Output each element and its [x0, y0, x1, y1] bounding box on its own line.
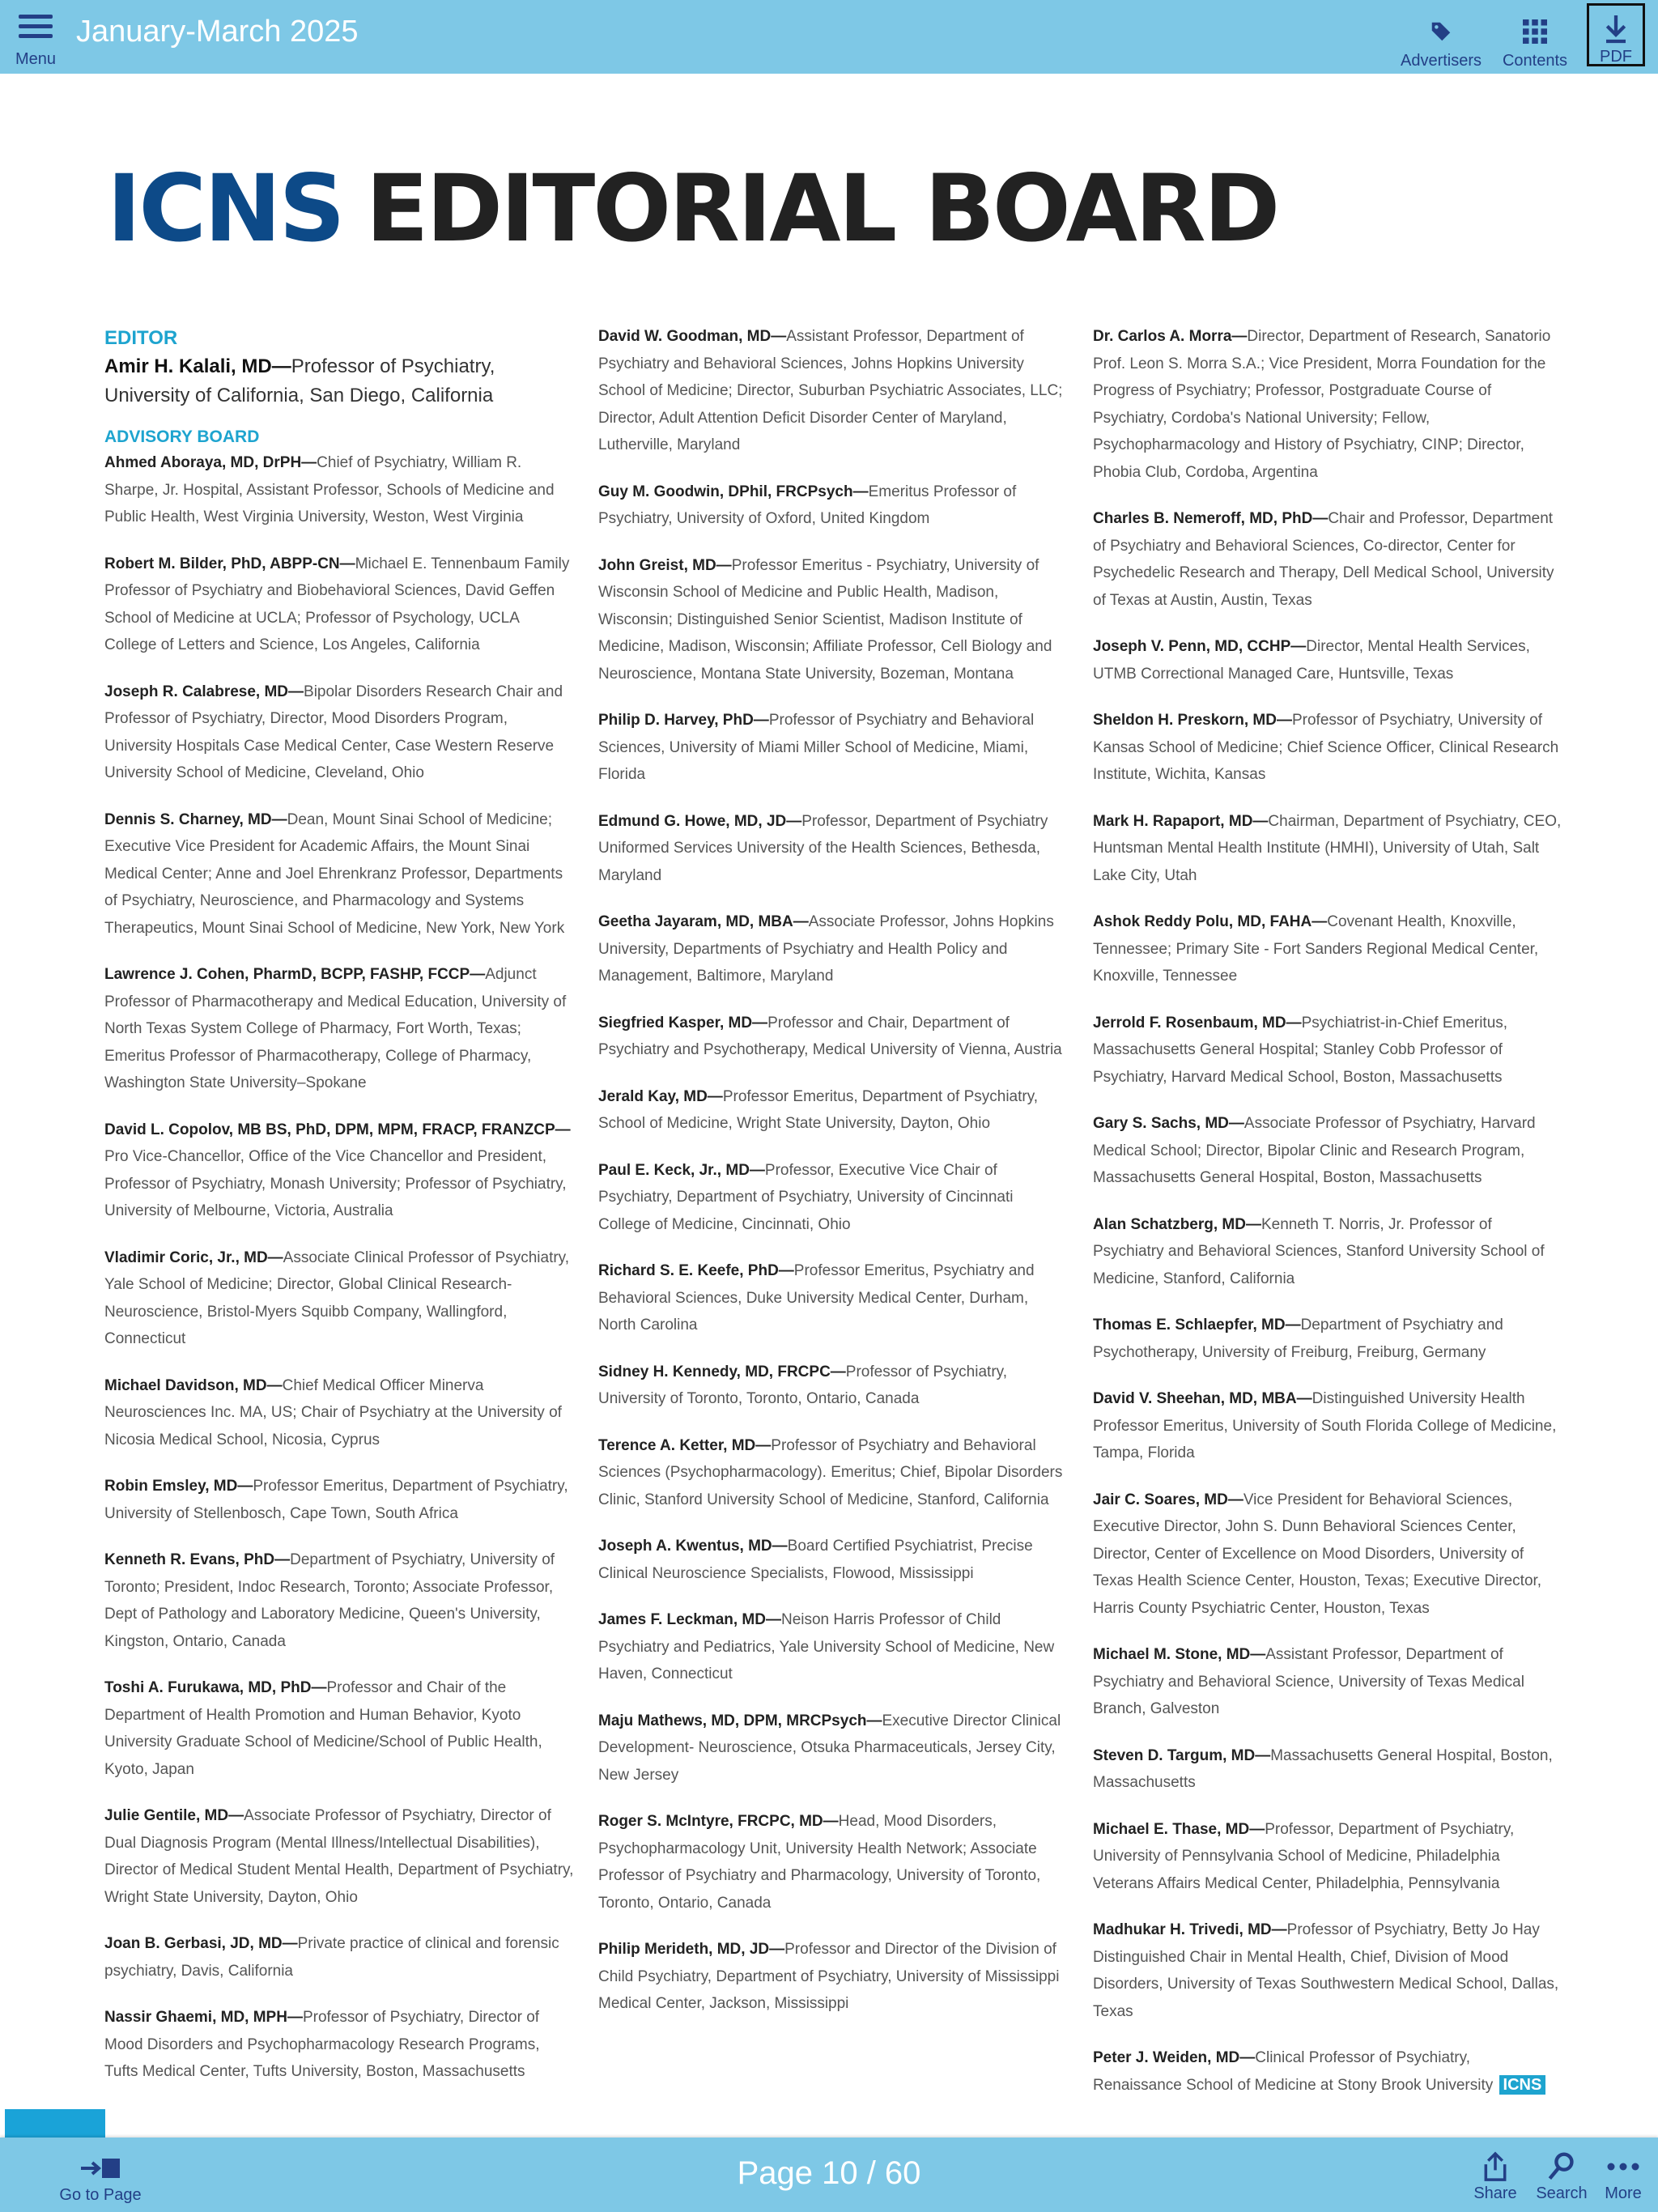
board-member-entry	[598, 1432, 1068, 1514]
board-member-entry	[1093, 1916, 1562, 2025]
member-affiliation: Professor, Department of Psychiatry Uniformed Services University of the Health Sciences, Bethesda, Maryland	[598, 812, 1048, 884]
grid-icon	[1498, 11, 1572, 52]
member-affiliation: Executive Director Clinical Development- Neuroscience, Otsuka Pharmaceuticals, Jersey City, New Jersey	[598, 1712, 1061, 1784]
board-member-entry	[104, 1674, 574, 1783]
member-affiliation: Professor of Psychiatry and Behavioral Sciences (Psychopharmacology). Emeritus; Chief, Bipolar Disorders Clinic, Stanford University School of Medicine, Stanford, California	[598, 1436, 1063, 1508]
download-icon	[1589, 6, 1643, 48]
member-name: Lawrence J. Cohen, PharmD, BCPP, FASHP, FCCP—	[104, 966, 486, 983]
share-icon	[1467, 2149, 1524, 2184]
board-member-entry	[598, 1359, 1068, 1413]
member-affiliation: Vice President for Behavioral Sciences, Executive Director, John S. Dunn Behavioral Sciences Center, Director, Center of Excellence on Mood Disorders, University of Texas Health Science Center, Houston, Texas; Executive Director, Harris County Psychiatric Center, Houston, Texas	[1093, 1491, 1542, 1617]
member-name: Philip Merideth, MD, JD—	[598, 1941, 785, 1958]
member-affiliation: Emeritus Professor of Psychiatry, University of Oxford, United Kingdom	[598, 483, 1017, 527]
member-name: Jair C. Soares, MD—	[1093, 1491, 1244, 1508]
member-affiliation: Professor of Psychiatry, Director of Mood Disorders and Psychopharmacology Research Programs, Tufts Medical Center, Tufts University, Boston, Massachusetts	[104, 2009, 540, 2080]
board-member-entry	[598, 1808, 1068, 1916]
member-name: Mark H. Rapaport, MD—	[1093, 812, 1269, 830]
member-affiliation: Chairman, Department of Psychiatry, CEO, Huntsman Mental Health Institute (HMHI), University of Utah, Salt Lake City, Utah	[1093, 812, 1562, 884]
board-member-entry	[598, 1606, 1068, 1688]
member-name: Dennis S. Charney, MD—	[104, 810, 287, 828]
board-member-entry	[1093, 2044, 1562, 2099]
board-member-entry	[104, 1372, 574, 1454]
column-2	[598, 323, 1068, 2037]
member-name: Edmund G. Howe, MD, JD—	[598, 812, 802, 830]
member-affiliation: Michael E. Tennenbaum Family Professor of Psychiatry and Biobehavioral Sciences, David Geffen School of Medicine at UCLA; Professor of Psychology, UCLA College of Letters and Science, Los Angeles, California	[104, 555, 570, 653]
editor-name: Amir H. Kalali, MD—	[104, 355, 291, 377]
board-member-entry	[598, 1010, 1068, 1064]
member-name: David W. Goodman, MD—	[598, 328, 787, 345]
board-member-entry	[104, 1802, 574, 1911]
page-edge-tab	[5, 2109, 105, 2138]
member-affiliation: Dean, Mount Sinai School of Medicine; Executive Vice President for Academic Affairs, the Mount Sinai Medical Center; Anne and Joel Ehrenkranz Professor, Departments of Psychiatry, Neuroscience, and Pharmacology and Systems Therapeutics, Mount Sinai School of Medicine, New York, New York	[104, 810, 565, 937]
column-3-list	[1093, 323, 1562, 2099]
heading-editorial-board: EDITORIAL BOARD	[365, 155, 1278, 262]
member-affiliation: Department of Psychiatry, University of Toronto; President, Indoc Research, Toronto; Associate Professor, Dept of Pathology and Laboratory Medicine, Queen's University, Kingston, Ontario, Canada	[104, 1551, 555, 1650]
board-member-entry	[598, 1083, 1068, 1138]
search-button[interactable]	[1532, 2149, 1592, 2203]
board-member-entry	[1093, 1385, 1562, 1467]
member-affiliation: Adjunct Professor of Pharmacotherapy and Medical Education, University of North Texas System College of Pharmacy, Fort Worth, Texas; Emeritus Professor of Pharmacotherapy, College of Pharmacy, Washington State University–Spokane	[104, 966, 567, 1091]
bottom-toolbar	[0, 2138, 1658, 2212]
member-name: Jerald Kay, MD—	[598, 1087, 723, 1105]
member-name: Ashok Reddy Polu, MD, FAHA—	[1093, 913, 1328, 930]
menu-button[interactable]	[10, 8, 62, 69]
search-label: Search	[1536, 2184, 1588, 2202]
board-member-entry	[1093, 505, 1562, 614]
member-name: Philip D. Harvey, PhD—	[598, 712, 769, 729]
member-affiliation: Director, Mental Health Services, UTMB Correctional Managed Care, Huntsville, Texas	[1093, 638, 1530, 683]
member-name: Michael Davidson, MD—	[104, 1376, 283, 1394]
board-member-entry	[1093, 808, 1562, 890]
member-name: Gary S. Sachs, MD—	[1093, 1115, 1244, 1132]
board-member-entry	[104, 1244, 574, 1353]
share-label: Share	[1473, 2184, 1517, 2202]
member-name: Kenneth R. Evans, PhD—	[104, 1551, 291, 1568]
member-affiliation: Associate Professor of Psychiatry, Director of Dual Diagnosis Program (Mental Illness/Intellectual Disabilities), Director of Medical Student Mental Health, Department of Psychiatry, Wright State University, Dayton, Ohio	[104, 1807, 574, 1906]
board-member-entry	[598, 323, 1068, 459]
board-member-entry	[104, 1473, 574, 1527]
member-affiliation: Professor Emeritus, Department of Psychiatry, University of Stellenbosch, Cape Town, South Africa	[104, 1478, 568, 1522]
member-affiliation: Professor Emeritus, Department of Psychiatry, School of Medicine, Wright State University, Dayton, Ohio	[598, 1087, 1039, 1132]
member-affiliation: Neison Harris Professor of Child Psychiatry and Pediatrics, Yale University School of Medicine, New Haven, Connecticut	[598, 1611, 1055, 1682]
share-button[interactable]	[1467, 2149, 1524, 2203]
member-affiliation: Assistant Professor, Department of Psychiatry and Behavioral Sciences, Johns Hopkins University School of Medicine; Director, Suburban Psychiatric Associates, LLC; Director, Adult Attention Deficit Disorder Center of Maryland, Lutherville, Maryland	[598, 328, 1063, 453]
top-toolbar	[0, 0, 1658, 74]
board-member-entry	[598, 808, 1068, 890]
hamburger-icon	[10, 8, 62, 50]
member-name: David L. Copolov, MB BS, PhD, DPM, MPM, FRACP, FRANZCP—	[104, 1121, 571, 1138]
member-name: Geetha Jayaram, MD, MBA—	[598, 913, 809, 930]
member-affiliation: Pro Vice-Chancellor, Office of the Vice Chancellor and President, Professor of Psychiatry, Monash University; Professor of Psychiatry, University of Melbourne, Victoria, Australia	[104, 1148, 567, 1219]
member-affiliation: Professor of Psychiatry, Betty Jo Hay Distinguished Chair in Mental Health, Chief, Division of Mood Disorders, University of Texas Southwestern Medical School, Dallas, Texas	[1093, 1921, 1559, 2020]
board-member-entry	[598, 1936, 1068, 2018]
board-member-entry	[104, 806, 574, 942]
member-affiliation: Bipolar Disorders Research Chair and Professor of Psychiatry, Director, Mood Disorders Program, University Hospitals Case Medical Center, Case Western Reserve University School of Medicine, Cleveland, Ohio	[104, 683, 563, 781]
member-name: Joseph A. Kwentus, MD—	[598, 1538, 788, 1555]
member-affiliation: Chief of Psychiatry, William R. Sharpe, Jr. Hospital, Assistant Professor, Schools of Medicine and Public Health, West Virginia University, Weston, West Virginia	[104, 454, 555, 525]
editor-entry	[104, 352, 574, 410]
board-member-entry	[598, 1708, 1068, 1789]
magazine-page	[0, 74, 1658, 2138]
member-name: Jerrold F. Rosenbaum, MD—	[1093, 1014, 1302, 1032]
pdf-label: PDF	[1600, 48, 1632, 66]
page-heading	[107, 155, 1278, 262]
member-name: Maju Mathews, MD, DPM, MRCPsych—	[598, 1712, 882, 1729]
more-button[interactable]	[1595, 2149, 1652, 2203]
member-affiliation: Professor of Psychiatry and Behavioral Sciences, University of Miami Miller School of Medicine, Miami, Florida	[598, 712, 1035, 783]
board-member-entry	[1093, 1742, 1562, 1797]
board-member-entry	[1093, 1487, 1562, 1623]
member-affiliation: Professor and Director of the Division of Child Psychiatry, Department of Psychiatry, University of Mississippi Medical Center, Jackson, Mississippi	[598, 1941, 1060, 2012]
member-name: Steven D. Targum, MD—	[1093, 1746, 1271, 1764]
board-member-entry	[598, 1257, 1068, 1339]
column-3	[1093, 323, 1562, 2118]
member-name: Toshi A. Furukawa, MD, PhD—	[104, 1679, 327, 1696]
board-member-entry	[1093, 1211, 1562, 1293]
more-icon	[1595, 2149, 1652, 2184]
contents-label: Contents	[1502, 52, 1568, 70]
member-name: Julie Gentile, MD—	[104, 1807, 244, 1824]
member-affiliation: Department of Psychiatry and Psychotherapy, University of Freiburg, Freiburg, Germany	[1093, 1317, 1503, 1361]
member-name: David V. Sheehan, MD, MBA—	[1093, 1390, 1312, 1407]
member-name: James F. Leckman, MD—	[598, 1611, 781, 1628]
member-name: Joseph R. Calabrese, MD—	[104, 683, 304, 700]
board-member-entry	[598, 908, 1068, 990]
member-name: Alan Schatzberg, MD—	[1093, 1215, 1261, 1233]
member-name: Vladimir Coric, Jr., MD—	[104, 1249, 283, 1266]
advertisers-button[interactable]	[1392, 11, 1490, 70]
menu-label: Menu	[15, 50, 57, 68]
member-name: Nassir Ghaemi, MD, MPH—	[104, 2009, 303, 2026]
member-name: Robert M. Bilder, PhD, ABPP-CN—	[104, 555, 355, 572]
member-name: Richard S. E. Keefe, PhD—	[598, 1262, 794, 1279]
board-member-entry	[1093, 1816, 1562, 1898]
member-name: Paul E. Keck, Jr., MD—	[598, 1161, 765, 1179]
column-1-list	[104, 449, 574, 2086]
member-name: Joan B. Gerbasi, JD, MD—	[104, 1935, 298, 1952]
member-affiliation: Assistant Professor, Department of Psychiatry and Behavioral Science, University of Texas Medical Branch, Galveston	[1093, 1646, 1524, 1717]
member-affiliation: Massachusetts General Hospital, Boston, Massachusetts	[1093, 1746, 1553, 1791]
page-indicator: Page 10 / 60	[737, 2155, 921, 2191]
member-affiliation: Board Certified Psychiatrist, Precise Clinical Neuroscience Specialists, Flowood, Mississippi	[598, 1538, 1033, 1582]
member-affiliation: Chair and Professor, Department of Psychiatry and Behavioral Sciences, Co-director, Center for Psychedelic Research and Therapy, Dell Medical School, University of Texas at Austin, Austin, Texas	[1093, 510, 1554, 609]
member-affiliation: Kenneth T. Norris, Jr. Professor of Psychiatry and Behavioral Sciences, Stanford University School of Medicine, Stanford, California	[1093, 1215, 1545, 1287]
member-name: Sidney H. Kennedy, MD, FRCPC—	[598, 1363, 846, 1380]
member-name: John Greist, MD—	[598, 556, 732, 574]
board-member-entry	[1093, 908, 1562, 990]
member-name: Peter J. Weiden, MD—	[1093, 2049, 1256, 2066]
board-member-entry	[104, 551, 574, 659]
member-affiliation: Covenant Health, Knoxville, Tennessee; Primary Site - Fort Sanders Regional Medical Center, Knoxville, Tennessee	[1093, 913, 1539, 985]
board-member-entry	[104, 961, 574, 1097]
board-member-entry	[1093, 1010, 1562, 1091]
member-affiliation: Clinical Professor of Psychiatry, Renaissance School of Medicine at Stony Brook University	[1093, 2049, 1494, 2094]
member-affiliation: Professor, Department of Psychiatry, University of Pennsylvania School of Medicine, Philadelphia Veterans Affairs Medical Center, Philadelphia, Pennsylvania	[1093, 1820, 1515, 1892]
search-icon	[1532, 2149, 1592, 2184]
member-affiliation: Professor Emeritus, Psychiatry and Behavioral Sciences, Duke University Medical Center, Durham, North Carolina	[598, 1262, 1035, 1334]
member-name: Michael M. Stone, MD—	[1093, 1646, 1266, 1663]
member-name: Joseph V. Penn, MD, CCHP—	[1093, 638, 1307, 655]
go-to-page-icon	[50, 2150, 151, 2186]
member-name: Madhukar H. Trivedi, MD—	[1093, 1921, 1287, 1938]
contents-button[interactable]	[1498, 11, 1572, 70]
board-member-entry	[104, 1930, 574, 1984]
editor-section-label: EDITOR	[104, 327, 178, 349]
member-affiliation: Professor and Chair of the Department of Health Promotion and Human Behavior, Kyoto University Graduate School of Medicine/School of Public Health, Kyoto, Japan	[104, 1679, 542, 1778]
board-member-entry	[1093, 323, 1562, 486]
heading-icns: ICNS	[107, 155, 343, 262]
member-affiliation: Professor of Psychiatry, University of Kansas School of Medicine; Chief Science Officer, Clinical Research Institute, Wichita, Kansas	[1093, 712, 1559, 783]
member-name: Charles B. Nemeroff, MD, PhD—	[1093, 510, 1329, 527]
advertisers-label: Advertisers	[1400, 52, 1482, 70]
member-name: Sheldon H. Preskorn, MD—	[1093, 712, 1292, 729]
board-member-entry	[598, 1533, 1068, 1587]
board-member-entry	[104, 2004, 574, 2086]
member-name: Terence A. Ketter, MD—	[598, 1436, 772, 1454]
board-member-entry	[104, 1546, 574, 1655]
member-affiliation: Professor Emeritus - Psychiatry, University of Wisconsin School of Medicine and Public Health, Madison, Wisconsin; Distinguished Senior Scientist, Madison Institute of Medicine, Madison, Wisconsin; Affiliate Professor, Cell Biology and Neuroscience, Montana State University, Bozeman, Montana	[598, 556, 1052, 683]
member-affiliation: Chief Medical Officer Minerva Neurosciences Inc. MA, US; Chair of Psychiatry at the University of Nicosia Medical School, Nicosia, Cyprus	[104, 1376, 562, 1448]
more-label: More	[1605, 2184, 1642, 2202]
member-name: Dr. Carlos A. Morra—	[1093, 328, 1248, 345]
issue-title: January-March 2025	[76, 15, 359, 49]
member-affiliation: Head, Mood Disorders, Psychopharmacology Unit, University Health Network; Associate Professor of Psychiatry and Pharmacology, University of Toronto, Toronto, Ontario, Canada	[598, 1813, 1041, 1912]
board-member-entry	[1093, 1312, 1562, 1366]
member-affiliation: Private practice of clinical and forensic psychiatry, Davis, California	[104, 1935, 559, 1980]
member-affiliation: Professor, Executive Vice Chair of Psychiatry, Department of Psychiatry, University of Cincinnati College of Medicine, Cincinnati, Ohio	[598, 1161, 1014, 1233]
go-to-page-button[interactable]	[50, 2150, 151, 2205]
member-name: Roger S. McIntyre, FRCPC, MD—	[598, 1813, 839, 1830]
editor-desc: Professor of Psychiatry, University of California, San Diego, California	[104, 355, 495, 406]
member-affiliation: Distinguished University Health Professor Emeritus, University of South Florida College of Medicine, Tampa, Florida	[1093, 1390, 1557, 1461]
member-affiliation: Professor and Chair, Department of Psychiatry and Psychotherapy, Medical University of Vienna, Austria	[598, 1014, 1062, 1058]
member-affiliation: Associate Professor, Johns Hopkins University, Departments of Psychiatry and Health Policy and Management, Baltimore, Maryland	[598, 913, 1054, 985]
member-affiliation: Associate Clinical Professor of Psychiatry, Yale School of Medicine; Director, Global Clinical Research-Neuroscience, Bristol-Myers Squibb Company, Wallingford, Connecticut	[104, 1249, 570, 1347]
member-name: Robin Emsley, MD—	[104, 1478, 253, 1495]
pdf-download-button[interactable]	[1587, 3, 1645, 66]
board-member-entry	[1093, 1641, 1562, 1723]
member-name: Michael E. Thase, MD—	[1093, 1820, 1265, 1838]
board-member-entry	[104, 678, 574, 787]
board-member-entry	[598, 1157, 1068, 1239]
board-member-entry	[598, 479, 1068, 533]
member-name: Ahmed Aboraya, MD, DrPH—	[104, 454, 317, 471]
member-name: Thomas E. Schlaepfer, MD—	[1093, 1317, 1301, 1334]
board-member-entry	[104, 1117, 574, 1225]
member-affiliation: Director, Department of Research, Sanatorio Prof. Leon S. Morra S.A.; Vice President, Morra Foundation for the Progress of Psychiatry; Professor, Postgraduate Course of Psychiatry, Cordoba's National University; Fellow, Psychopharmacology and History of Psychiatry, CINP; Director, Phobia Club, Cordoba, Argentina	[1093, 328, 1551, 481]
member-affiliation: Professor of Psychiatry, University of Toronto, Toronto, Ontario, Canada	[598, 1363, 1008, 1407]
column-1	[104, 325, 574, 2105]
column-2-list	[598, 323, 1068, 2018]
advisory-section-label: ADVISORY BOARD	[104, 428, 260, 446]
board-member-entry	[598, 552, 1068, 688]
board-member-entry	[1093, 1110, 1562, 1192]
member-name: Guy M. Goodwin, DPhil, FRCPsych—	[598, 483, 869, 500]
board-member-entry	[104, 449, 574, 531]
icns-end-badge: ICNS	[1499, 2075, 1546, 2095]
tag-icon	[1392, 11, 1490, 52]
member-affiliation: Associate Professor of Psychiatry, Harvard Medical School; Director, Bipolar Clinic and Research Program, Massachusetts General Hospital, Boston, Massachusetts	[1093, 1115, 1536, 1186]
board-member-entry	[1093, 707, 1562, 789]
member-name: Siegfried Kasper, MD—	[598, 1014, 768, 1032]
board-member-entry	[1093, 633, 1562, 687]
member-affiliation: Psychiatrist-in-Chief Emeritus, Massachusetts General Hospital; Stanley Cobb Professor of Psychiatry, Harvard Medical School, Boston, Massachusetts	[1093, 1014, 1508, 1086]
board-member-entry	[598, 707, 1068, 789]
go-to-page-label: Go to Page	[59, 2186, 142, 2204]
